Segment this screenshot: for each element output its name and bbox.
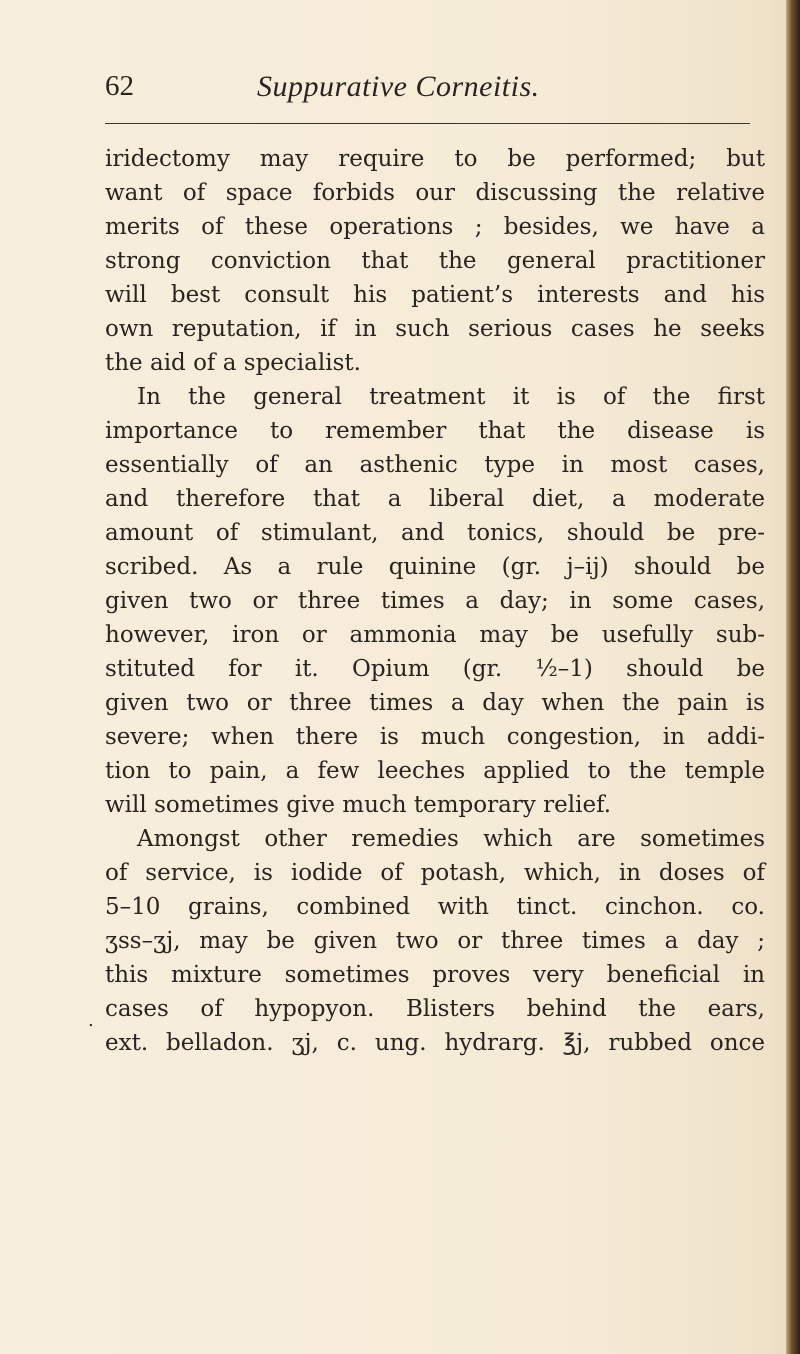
text-line: merits of these operations ; besides, we have a — [105, 214, 765, 240]
text-line: strong conviction that the general practitioner — [105, 248, 765, 274]
text-line: this mixture sometimes proves very beneficial in — [105, 962, 765, 988]
text-line: iridectomy may require to be performed; but — [105, 146, 765, 172]
margin-mark: . — [88, 1010, 94, 1031]
text-line: essentially of an asthenic type in most cases, — [105, 452, 765, 478]
body-text — [105, 142, 765, 1060]
text-line: want of space forbids our discussing the relative — [105, 180, 765, 206]
running-title: Suppurative Corneitis. — [257, 70, 540, 103]
text-line: own reputation, if in such serious cases he seeks — [105, 316, 765, 342]
text-line: however, iron or ammonia may be usefully sub- — [105, 622, 765, 648]
page-number: 62 — [105, 70, 134, 102]
text-line: importance to remember that the disease is — [105, 418, 765, 444]
text-line: 5–10 grains, combined with tinct. cinchon. co. — [105, 894, 765, 920]
text-line: severe; when there is much congestion, in addi- — [105, 724, 765, 750]
text-line: Amongst other remedies which are sometimes — [137, 826, 765, 852]
text-line: ext. belladon. ʒj, c. ung. hydrarg. ℥j, rubbed once — [105, 1030, 765, 1056]
text-line: the aid of a specialist. — [105, 350, 361, 376]
text-line: amount of stimulant, and tonics, should be pre- — [105, 520, 765, 546]
text-line: will sometimes give much temporary relief. — [105, 792, 612, 818]
text-line: ʒss–ʒj, may be given two or three times a day ; — [105, 928, 765, 954]
page-header — [105, 70, 765, 110]
text-line: stituted for it. Opium (gr. ½–1) should be — [105, 656, 765, 682]
page-edge — [786, 0, 800, 1354]
text-line: scribed. As a rule quinine (gr. j–ij) should be — [105, 554, 765, 580]
text-line: tion to pain, a few leeches applied to the temple — [105, 758, 765, 784]
text-line: given two or three times a day; in some cases, — [105, 588, 765, 614]
text-line: cases of hypopyon. Blisters behind the ears, — [105, 996, 765, 1022]
text-line: and therefore that a liberal diet, a moderate — [105, 486, 765, 512]
text-line: will best consult his patient’s interests and his — [105, 282, 765, 308]
header-rule — [105, 123, 750, 124]
text-line: of service, is iodide of potash, which, in doses of — [105, 860, 765, 886]
text-line: In the general treatment it is of the first — [137, 384, 765, 410]
text-line: given two or three times a day when the pain is — [105, 690, 765, 716]
